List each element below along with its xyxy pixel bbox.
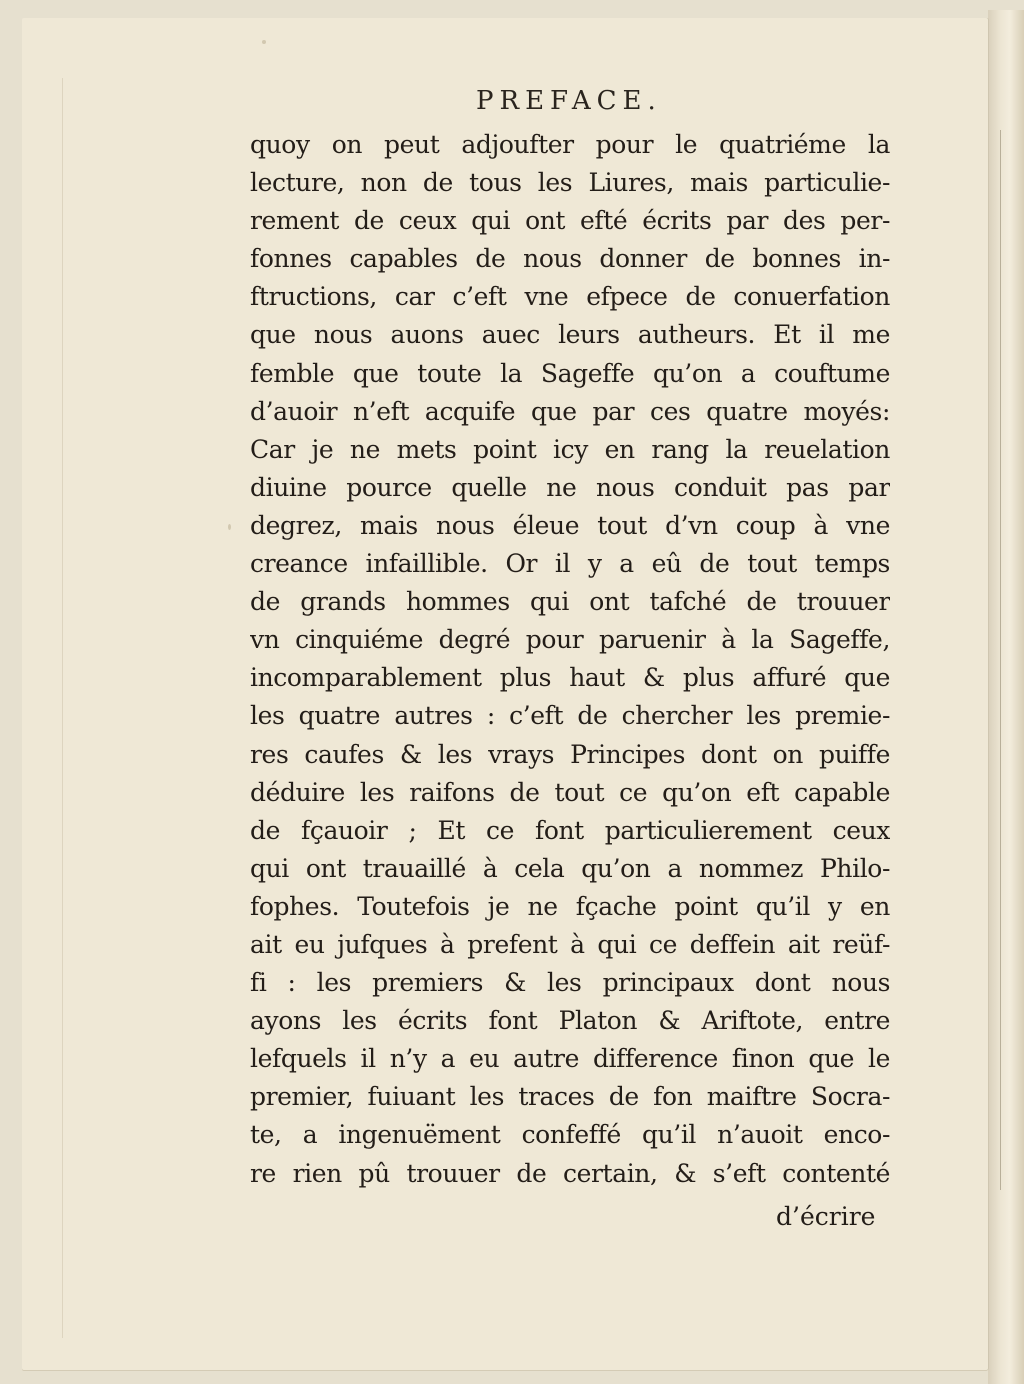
text-line: fophes. Toutefois je ne fçache point qu’il y en [250, 891, 890, 921]
text-line: les quatre autres : c’eft de chercher les premie- [250, 701, 890, 731]
text-line: rement de ceux qui ont efté écrits par des per- [250, 206, 890, 236]
text-line: re rien pû trouuer de certain, & s’eft contenté [250, 1158, 890, 1188]
text-line: Car je ne mets point icy en rang la reuelation [250, 434, 890, 464]
paper-speck [228, 524, 231, 530]
text-line: incomparablement plus haut & plus affuré que [250, 663, 890, 693]
text-line: creance infaillible. Or il y a eû de tout temps [250, 549, 890, 579]
text-line: femble que toute la Sageffe qu’on a couftume [250, 358, 890, 388]
paper-speck [262, 40, 266, 44]
running-head: PREFACE. [476, 86, 662, 116]
catchword: d’écrire [776, 1202, 876, 1231]
text-line: d’auoir n’eft acquife que par ces quatre moyés: [250, 396, 890, 426]
text-line: quoy on peut adjoufter pour le quatriéme la [250, 130, 890, 159]
text-line: res caufes & les vrays Principes dont on puiffe [250, 739, 890, 769]
text-line: te, a ingenuëment confeffé qu’il n’auoit enco- [250, 1120, 890, 1150]
adjacent-page-edge [988, 10, 1024, 1384]
text-line: déduire les raifons de tout ce qu’on eft capable [250, 777, 890, 807]
gutter-shadow-line [1000, 130, 1001, 1190]
text-line: ftructions, car c’eft vne efpece de conuerfation [250, 282, 890, 312]
text-line: de fçauoir ; Et ce font particulierement ceux [250, 815, 890, 845]
text-line: que nous auons auec leurs autheurs. Et il me [250, 320, 890, 350]
text-line: premier, fuiuant les traces de fon maiftre Socra- [250, 1082, 890, 1112]
body-text [250, 126, 890, 1193]
text-line: vn cinquiéme degré pour paruenir à la Sageffe, [250, 625, 890, 655]
text-line: degrez, mais nous éleue tout d’vn coup à vne [250, 510, 890, 540]
text-line: qui ont trauaillé à cela qu’on a nommez Philo- [250, 853, 890, 883]
page-crease [62, 78, 63, 1338]
text-line: ait eu jufques à prefent à qui ce deffein ait reüf- [250, 929, 890, 959]
text-line: diuine pource quelle ne nous conduit pas par [250, 472, 890, 502]
text-line: de grands hommes qui ont tafché de trouuer [250, 587, 890, 617]
text-line: lefquels il n’y a eu autre difference finon que le [250, 1044, 890, 1074]
text-line: fonnes capables de nous donner de bonnes in- [250, 244, 890, 274]
text-line: lecture, non de tous les Liures, mais particulie- [250, 168, 890, 198]
text-line: ayons les écrits font Platon & Ariftote, entre [250, 1006, 890, 1036]
text-line: fi : les premiers & les principaux dont nous [250, 968, 890, 998]
